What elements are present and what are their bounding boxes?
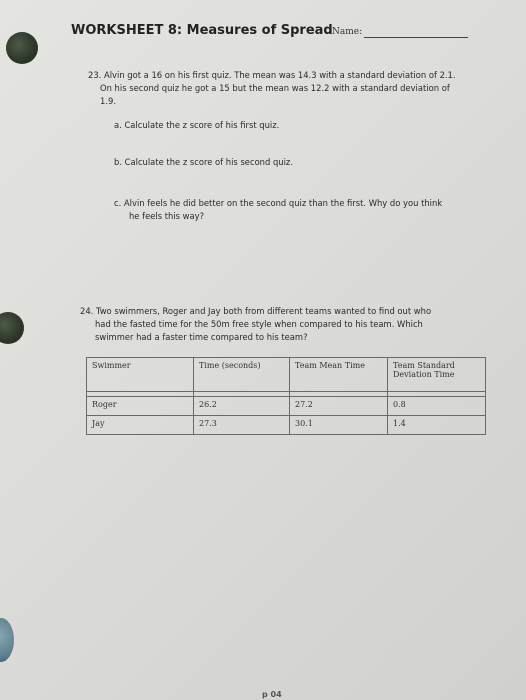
question-23c: [114, 197, 474, 223]
cell-time: 27.3: [194, 416, 290, 435]
q24-line-2: had the fasted time for the 50m free style when compared to his team. Which: [95, 319, 423, 329]
question-24: [80, 305, 480, 344]
q24-line-3: swimmer had a faster time compared to his team?: [95, 332, 308, 342]
cell-team-mean: 30.1: [290, 416, 388, 435]
header-team-sd-line-1: Team Standard: [393, 361, 455, 370]
table-header-row: [87, 358, 486, 392]
page-mark: p 04: [262, 690, 282, 699]
binder-hole-bottom: [0, 618, 14, 662]
cell-team-mean: 27.2: [290, 397, 388, 416]
cell-team-sd: 1.4: [388, 416, 486, 435]
cell-swimmer: Jay: [87, 416, 194, 435]
swimmer-table: [86, 357, 486, 435]
table-row: [87, 397, 486, 416]
question-23a: a. Calculate the z score of his first quiz.: [114, 120, 280, 130]
header-team-sd: [388, 358, 486, 392]
q24-line-1: 24. Two swimmers, Roger and Jay both from different teams wanted to find out who: [80, 306, 432, 316]
q23c-line-1: c. Alvin feels he did better on the second quiz than the first. Why do you think: [114, 198, 443, 208]
q23c-line-2: he feels this way?: [129, 211, 205, 221]
cell-swimmer: Roger: [87, 397, 194, 416]
header-swimmer: Swimmer: [87, 358, 194, 392]
header-time: Time (seconds): [194, 358, 290, 392]
table-row: [87, 416, 486, 435]
name-blank-line: [364, 37, 468, 38]
name-label: Name:: [332, 27, 363, 37]
q23-line-2: On his second quiz he got a 15 but the mean was 12.2 with a standard deviation of: [100, 83, 450, 93]
question-23b: b. Calculate the z score of his second quiz.: [114, 157, 293, 167]
binder-hole-middle: [0, 312, 24, 344]
header-team-mean: Team Mean Time: [290, 358, 388, 392]
cell-time: 26.2: [194, 397, 290, 416]
q23-line-1: 23. Alvin got a 16 on his first quiz. The mean was 14.3 with a standard deviation of 2.1.: [88, 70, 456, 80]
q23-line-3: 1.9.: [100, 96, 116, 106]
worksheet-title: WORKSHEET 8: Measures of Spread: [71, 23, 333, 38]
header-team-sd-line-2: Deviation Time: [393, 370, 455, 379]
cell-team-sd: 0.8: [388, 397, 486, 416]
question-23: [88, 69, 478, 108]
binder-hole-top: [6, 32, 38, 64]
